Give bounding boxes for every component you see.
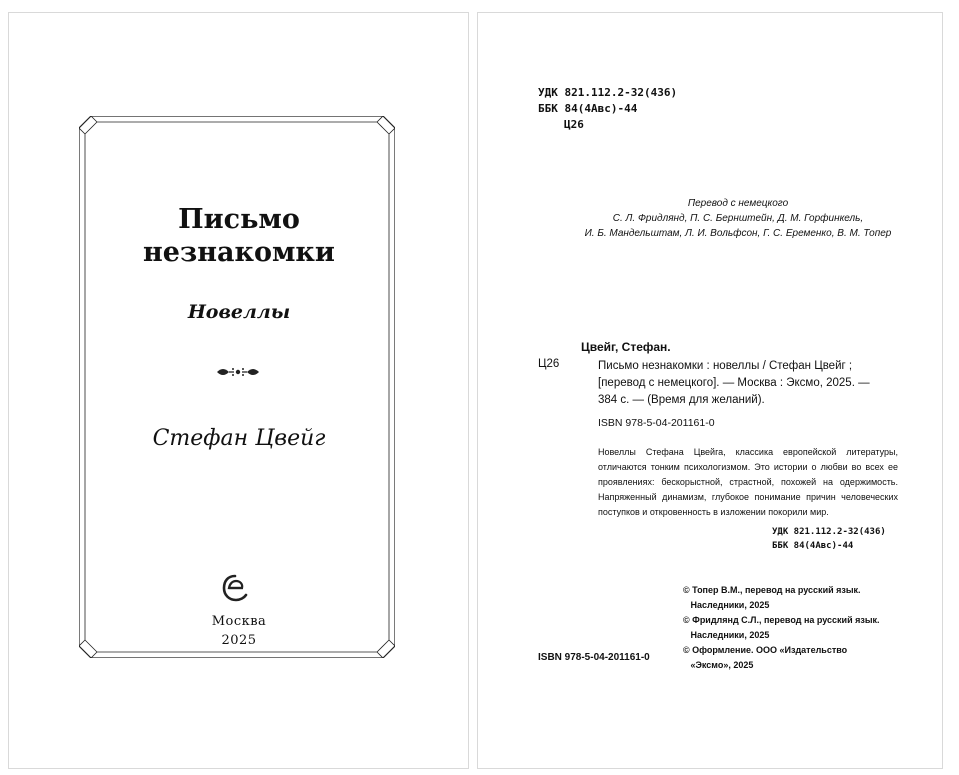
annotation-codes xyxy=(772,525,886,553)
author-mark: Ц26 xyxy=(564,118,584,131)
annotation-bbk: ББК 84(4Авс)-44 xyxy=(772,541,854,551)
publication-year: 2025 xyxy=(221,633,257,648)
title-line: незнакомки xyxy=(143,237,335,268)
udk-block xyxy=(538,85,677,133)
catalog-line: [перевод с немецкого]. — Москва : Эксмо, 2025. — xyxy=(598,377,870,389)
book-title xyxy=(89,203,389,269)
copyright-line: © Топер В.М., перевод на русский язык. xyxy=(683,585,861,595)
copyright-line: Наследники, 2025 xyxy=(683,600,770,610)
right-page xyxy=(477,12,943,769)
copyright-line: © Фридлянд С.Л., перевод на русский язык. xyxy=(683,615,880,625)
ornament-icon xyxy=(215,366,261,378)
copyright-block xyxy=(683,583,880,673)
copyright-line: © Оформление. ООО «Издательство xyxy=(683,645,848,655)
left-page xyxy=(8,12,469,769)
translators-line: С. Л. Фридлянд, П. С. Бернштейн, Д. М. Горфинкель, xyxy=(612,213,864,224)
bbk-code: ББК 84(4Авс)-44 xyxy=(538,102,638,115)
book-genre: Новеллы xyxy=(187,301,291,323)
catalog-author: Цвейг, Стефан. xyxy=(581,340,671,354)
udk-code: УДК 821.112.2-32(436) xyxy=(538,86,678,99)
translation-block xyxy=(538,196,938,241)
annotation: Новеллы Стефана Цвейга, классика европейской литературы, отличаются тонким психологизмом. Это истории о любви во всех ее проявлениях: бескорыстной, страстной, похожей на одержимость. Напряженный динамизм, глубокое понимание причин человеческих поступков и откровенность в изложении покорили мир. xyxy=(598,447,898,517)
copyright-line: Наследники, 2025 xyxy=(683,630,770,640)
publisher-logo-icon xyxy=(220,573,250,603)
translation-heading: Перевод с немецкого xyxy=(687,198,789,209)
catalog-line: 384 с. — (Время для желаний). xyxy=(598,394,765,406)
translators-line: И. Б. Мандельштам, Л. И. Вольфсон, Г. С. Еременко, В. М. Топер xyxy=(584,228,892,239)
annotation-udk: УДК 821.112.2-32(436) xyxy=(772,527,886,537)
title-line: Письмо xyxy=(178,204,300,235)
catalog-code: Ц26 xyxy=(538,358,560,370)
publication-city: Москва xyxy=(211,614,267,629)
copyright-line: «Эксмо», 2025 xyxy=(683,660,754,670)
book-author: Стефан Цвейг xyxy=(152,426,326,451)
catalog-isbn: ISBN 978-5-04-201161-0 xyxy=(598,417,715,429)
catalog-line: Письмо незнакомки : новеллы / Стефан Цвейг ; xyxy=(598,360,853,372)
catalog-description xyxy=(598,358,870,409)
isbn-bottom: ISBN 978-5-04-201161-0 xyxy=(538,652,650,663)
